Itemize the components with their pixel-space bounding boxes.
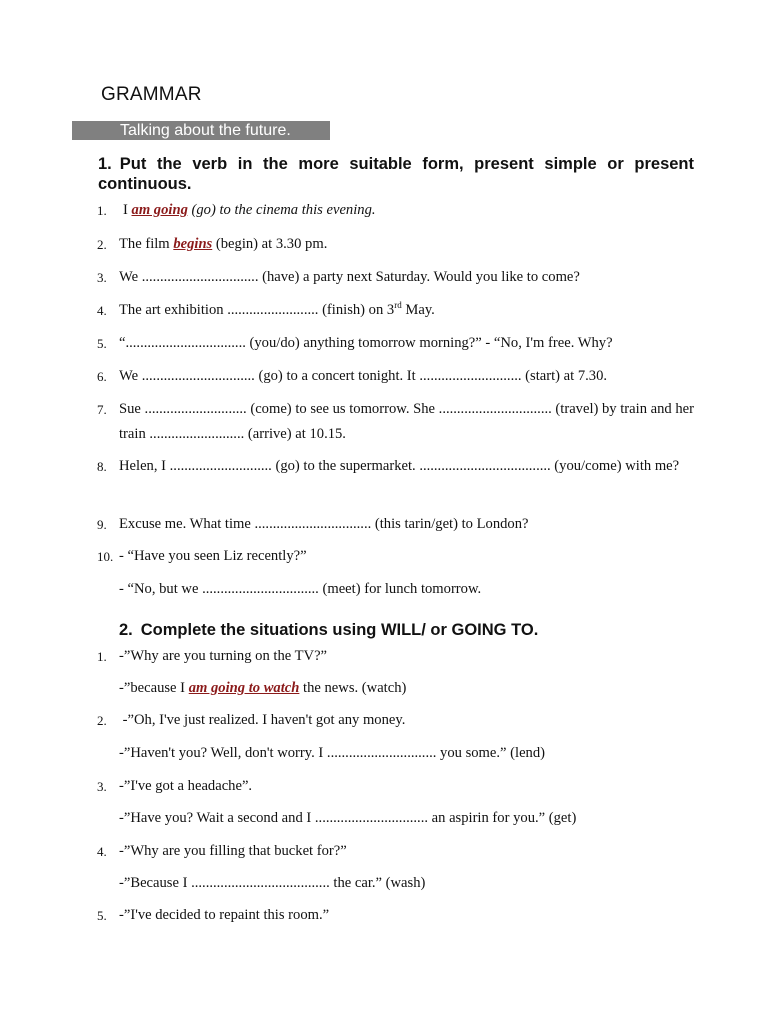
item-text: Sue ............................ (come) to see us tomorrow. She ............................... (travel) by train and her train .......................... (arrive) at 10.15. [119,401,694,442]
item-text: We ................................ (have) a party next Saturday. Would you like to come? [119,269,580,285]
item-text-part: (go) to the cinema this evening. [187,202,376,218]
item-number: 3. [97,779,107,794]
exercise-1-item-3 [97,265,694,290]
exercise-1-heading [98,154,694,194]
item-text-part: the news. (watch) [299,680,407,696]
answer-text: am going to watch [188,680,300,696]
page-title: GRAMMAR [101,84,202,105]
item-number: 6. [97,369,107,384]
item-text-part: The art exhibition ......................... (finish) on 3 [119,302,395,318]
exercise-2-instructions: Complete the situations using WILL/ or GOING TO. [140,621,539,639]
ordinal-suffix: rd [394,300,402,311]
item-text-part: The film [119,236,174,252]
item-question: -”I've got a headache”. [119,778,253,794]
section-title: Talking about the future. [120,122,291,139]
exercise-1-item-1 [97,198,694,223]
exercise-1-item-10 [97,544,694,569]
exercise-2-heading [119,620,694,640]
item-number: 1. [97,203,107,218]
item-number: 4. [97,844,107,859]
exercise-1-number: 1. [98,155,112,173]
exercise-1-item-10-reply: - “No, but we ................................ (meet) for lunch tomorrow. [119,581,482,597]
exercise-2-item-5 [97,903,694,928]
item-number: 3. [97,270,107,285]
exercise-2-item-1-reply [119,676,694,701]
item-text-part: May. [401,302,435,318]
exercise-2-item-2 [97,708,694,733]
exercise-2-number: 2. [119,621,133,639]
item-number: 1. [97,649,107,664]
item-question: -”I've decided to repaint this room.” [119,907,330,923]
item-question: -”Oh, I've just realized. I haven't got any money. [119,712,406,728]
item-number: 5. [97,336,107,351]
item-text-part: -”because I [119,680,189,696]
exercise-1-item-6 [97,364,694,389]
exercise-2-item-2-reply: -”Haven't you? Well, don't worry. I .............................. you some.” (lend) [119,745,545,761]
item-text: We ............................... (go) to a concert tonight. It ............................ (start) at 7.30. [119,368,608,384]
item-text: “................................. (you/do) anything tomorrow morning?” - “No, I'm free. Why? [119,335,613,351]
item-number: 9. [97,517,107,532]
exercise-2-item-1 [97,644,694,669]
item-text-part: (begin) at 3.30 pm. [212,236,328,252]
exercise-1-item-5 [97,331,694,356]
exercise-1-item-8 [97,454,694,479]
answer-text: am going [131,202,188,218]
item-number: 7. [97,402,107,417]
item-text: Helen, I ............................ (go) to the supermarket. .................................... (you/come) with me? [119,458,680,474]
answer-text: begins [173,236,213,252]
exercise-2-item-4 [97,839,694,864]
exercise-1-item-7 [97,397,694,447]
item-text: - “Have you seen Liz recently?” [119,548,307,564]
exercise-2-item-3 [97,774,694,799]
item-question: -”Why are you filling that bucket for?” [119,843,347,859]
item-number: 4. [97,303,107,318]
exercise-1-instructions: Put the verb in the more suitable form, present simple or present continuous. [98,155,694,193]
item-number: 2. [97,713,107,728]
item-number: 2. [97,237,107,252]
item-text [97,232,694,257]
item-question: -”Why are you turning on the TV?” [119,648,328,664]
exercise-1-item-2 [97,232,694,257]
item-number: 5. [97,908,107,923]
item-number: 8. [97,459,107,474]
item-text [97,298,694,323]
item-text-part: I [123,202,132,218]
item-number: 10. [97,549,114,564]
exercise-2-item-4-reply: -”Because I ...................................... the car.” (wash) [119,875,426,891]
exercise-2-item-3-reply: -”Have you? Wait a second and I ............................... an aspirin for you.” (get) [119,810,577,826]
item-text: Excuse me. What time ................................ (this tarin/get) to London? [119,516,529,532]
exercise-1-item-9 [97,512,694,537]
exercise-1-item-4 [97,298,694,323]
item-text [97,198,694,223]
section-banner [72,121,330,140]
